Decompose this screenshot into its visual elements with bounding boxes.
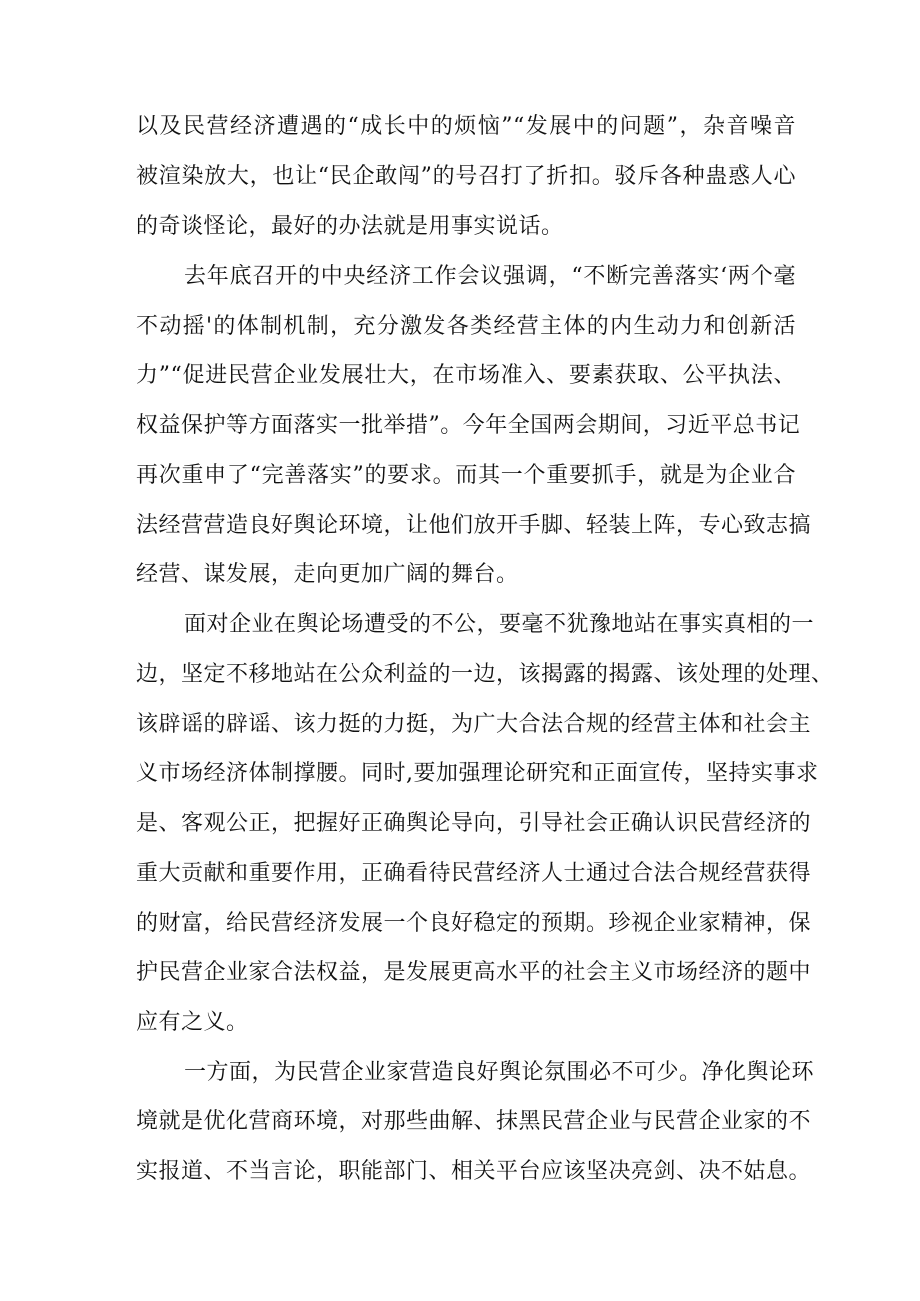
paragraph-1-line-1: 以及民营经济遭遇的“成长中的烦恼”“发展中的问题”，杂音噪音: [136, 114, 796, 139]
paragraph-2-line-5: 再次重申了“完善落实”的要求。而其一个重要抓手，就是为企业合: [136, 463, 796, 488]
paragraph-3-line-7: 的财富，给民营经济发展一个良好稳定的预期。珍视企业家精神，保: [136, 911, 812, 936]
paragraph-1-line-3: 的奇谈怪论，最好的办法就是用事实说话。: [136, 214, 564, 239]
paragraph-2-line-1: 去年底召开的中央经济工作会议强调，“不断完善落实‘两个毫: [184, 264, 796, 289]
paragraph-3-line-4: 义市场经济体制撑腰。同时,要加强理论研究和正面宣传，坚持实事求: [136, 761, 819, 786]
paragraph-3-line-2: 边，坚定不移地站在公众利益的一边，该揭露的揭露、该处理的处理、: [136, 662, 834, 687]
paragraph-3-line-5: 是、客观公正，把握好正确舆论导向，引导社会正确认识民营经济的: [136, 811, 812, 836]
paragraph-3-line-6: 重大贡献和重要作用，正确看待民营经济人士通过合法合规经营获得: [136, 861, 812, 886]
paragraph-2-line-2: 不动摇'的体制机制，充分激发各类经营主体的内生动力和创新活: [136, 314, 796, 339]
paragraph-2-line-3: 力”“促进民营企业发展壮大，在市场准入、要素获取、公平执法、: [136, 363, 796, 388]
paragraph-1-line-2: 被渲染放大，也让“民企敢闯”的号召打了折扣。驳斥各种蛊惑人心: [136, 164, 796, 189]
paragraph-3-line-9: 应有之义。: [136, 1010, 249, 1035]
paragraph-3-line-1: 面对企业在舆论场遭受的不公，要毫不犹豫地站在事实真相的一: [184, 612, 815, 637]
paragraph-4-line-3: 实报道、不当言论，职能部门、相关平台应该坚决亮剑、决不姑息。: [136, 1159, 812, 1184]
paragraph-2-line-6: 法经营营造良好舆论环境，让他们放开手脚、轻装上阵，专心致志搞: [136, 513, 812, 538]
paragraph-2-line-7: 经营、谋发展，走向更加广阔的舞台。: [136, 562, 519, 587]
paragraph-3-line-3: 该辟谣的辟谣、该力挺的力挺，为广大合法合规的经营主体和社会主: [136, 712, 812, 737]
paragraph-2-line-4: 权益保护等方面落实一批举措”。今年全国两会期间，习近平总书记: [136, 413, 801, 438]
paragraph-4-line-1: 一方面，为民营企业家营造良好舆论氛围必不可少。净化舆论环: [184, 1060, 815, 1085]
paragraph-3-line-8: 护民营企业家合法权益，是发展更高水平的社会主义市场经济的题中: [136, 960, 812, 985]
paragraph-4-line-2: 境就是优化营商环境，对那些曲解、抹黑民营企业与民营企业家的不: [136, 1109, 812, 1134]
